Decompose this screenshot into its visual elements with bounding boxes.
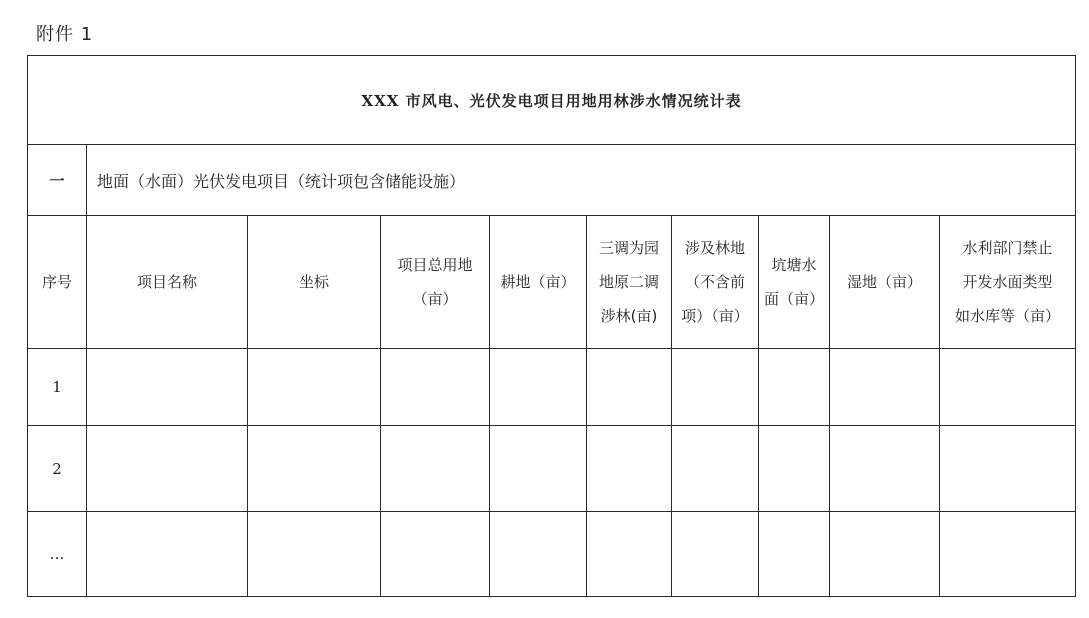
table-cell — [248, 512, 381, 597]
column-header-9 — [830, 216, 940, 349]
column-header-line: 坐标 — [298, 273, 329, 291]
row-index: 2 — [28, 426, 87, 512]
column-header-line: 三调为园 — [598, 239, 659, 257]
table-cell — [759, 426, 830, 512]
table-cell — [940, 349, 1076, 426]
statistics-table — [27, 55, 1076, 597]
table-cell — [248, 349, 381, 426]
column-header-7 — [672, 216, 759, 349]
column-header-line: 项目名称 — [136, 273, 197, 291]
table-cell — [830, 512, 940, 597]
table-cell — [490, 349, 587, 426]
table-cell — [940, 512, 1076, 597]
table-cell — [830, 349, 940, 426]
row-index: 1 — [28, 349, 87, 426]
table-cell — [672, 426, 759, 512]
attachment-label: 附件 1 — [36, 24, 94, 45]
column-header-5 — [490, 216, 587, 349]
column-header-line: 坑塘水 — [771, 256, 817, 274]
column-header-8 — [759, 216, 830, 349]
table-cell — [381, 512, 490, 597]
column-header-6 — [587, 216, 672, 349]
column-header-line: 项目总用地 — [397, 256, 473, 274]
column-header-line: （不含前 — [684, 273, 745, 291]
table-row — [28, 349, 1076, 426]
table-cell — [830, 426, 940, 512]
table-cell — [87, 512, 248, 597]
table-cell — [87, 349, 248, 426]
column-header-line: 涉林(亩) — [600, 307, 658, 325]
table-cell — [490, 512, 587, 597]
row-index: … — [28, 512, 87, 597]
column-header-4 — [381, 216, 490, 349]
table-cell — [87, 426, 248, 512]
table-body — [28, 349, 1076, 597]
table-cell — [759, 349, 830, 426]
column-header-line: 开发水面类型 — [962, 273, 1053, 291]
header-row — [28, 216, 1076, 349]
table-cell — [759, 512, 830, 597]
section-number: 一 — [28, 145, 87, 216]
column-header-2 — [87, 216, 248, 349]
section-row — [28, 145, 1076, 216]
column-header-line: 如水库等（亩） — [955, 307, 1061, 325]
column-header-line: 面（亩） — [763, 290, 824, 308]
column-header-line: 湿地（亩） — [846, 273, 922, 291]
column-header-1 — [28, 216, 87, 349]
column-header-line: 耕地（亩） — [500, 273, 576, 291]
column-header-line: 序号 — [41, 273, 72, 291]
column-header-3 — [248, 216, 381, 349]
column-header-line: （亩） — [412, 290, 458, 308]
table-cell — [381, 349, 490, 426]
table-cell — [490, 426, 587, 512]
table-cell — [248, 426, 381, 512]
column-header-10 — [940, 216, 1076, 349]
column-header-line: 地原二调 — [598, 273, 659, 291]
table-row — [28, 426, 1076, 512]
table-cell — [381, 426, 490, 512]
table-cell — [587, 426, 672, 512]
column-header-line: 项）（亩） — [681, 307, 749, 325]
table-cell — [672, 349, 759, 426]
table-row — [28, 512, 1076, 597]
column-header-line: 涉及林地 — [684, 239, 745, 257]
table-title: XXX 市风电、光伏发电项目用地用林涉水情况统计表 — [28, 56, 1076, 145]
table-cell — [587, 349, 672, 426]
column-header-line: 水利部门禁止 — [962, 239, 1053, 257]
table-cell — [940, 426, 1076, 512]
table-cell — [587, 512, 672, 597]
table-cell — [672, 512, 759, 597]
section-label: 地面（水面）光伏发电项目（统计项包含储能设施） — [87, 145, 1076, 216]
